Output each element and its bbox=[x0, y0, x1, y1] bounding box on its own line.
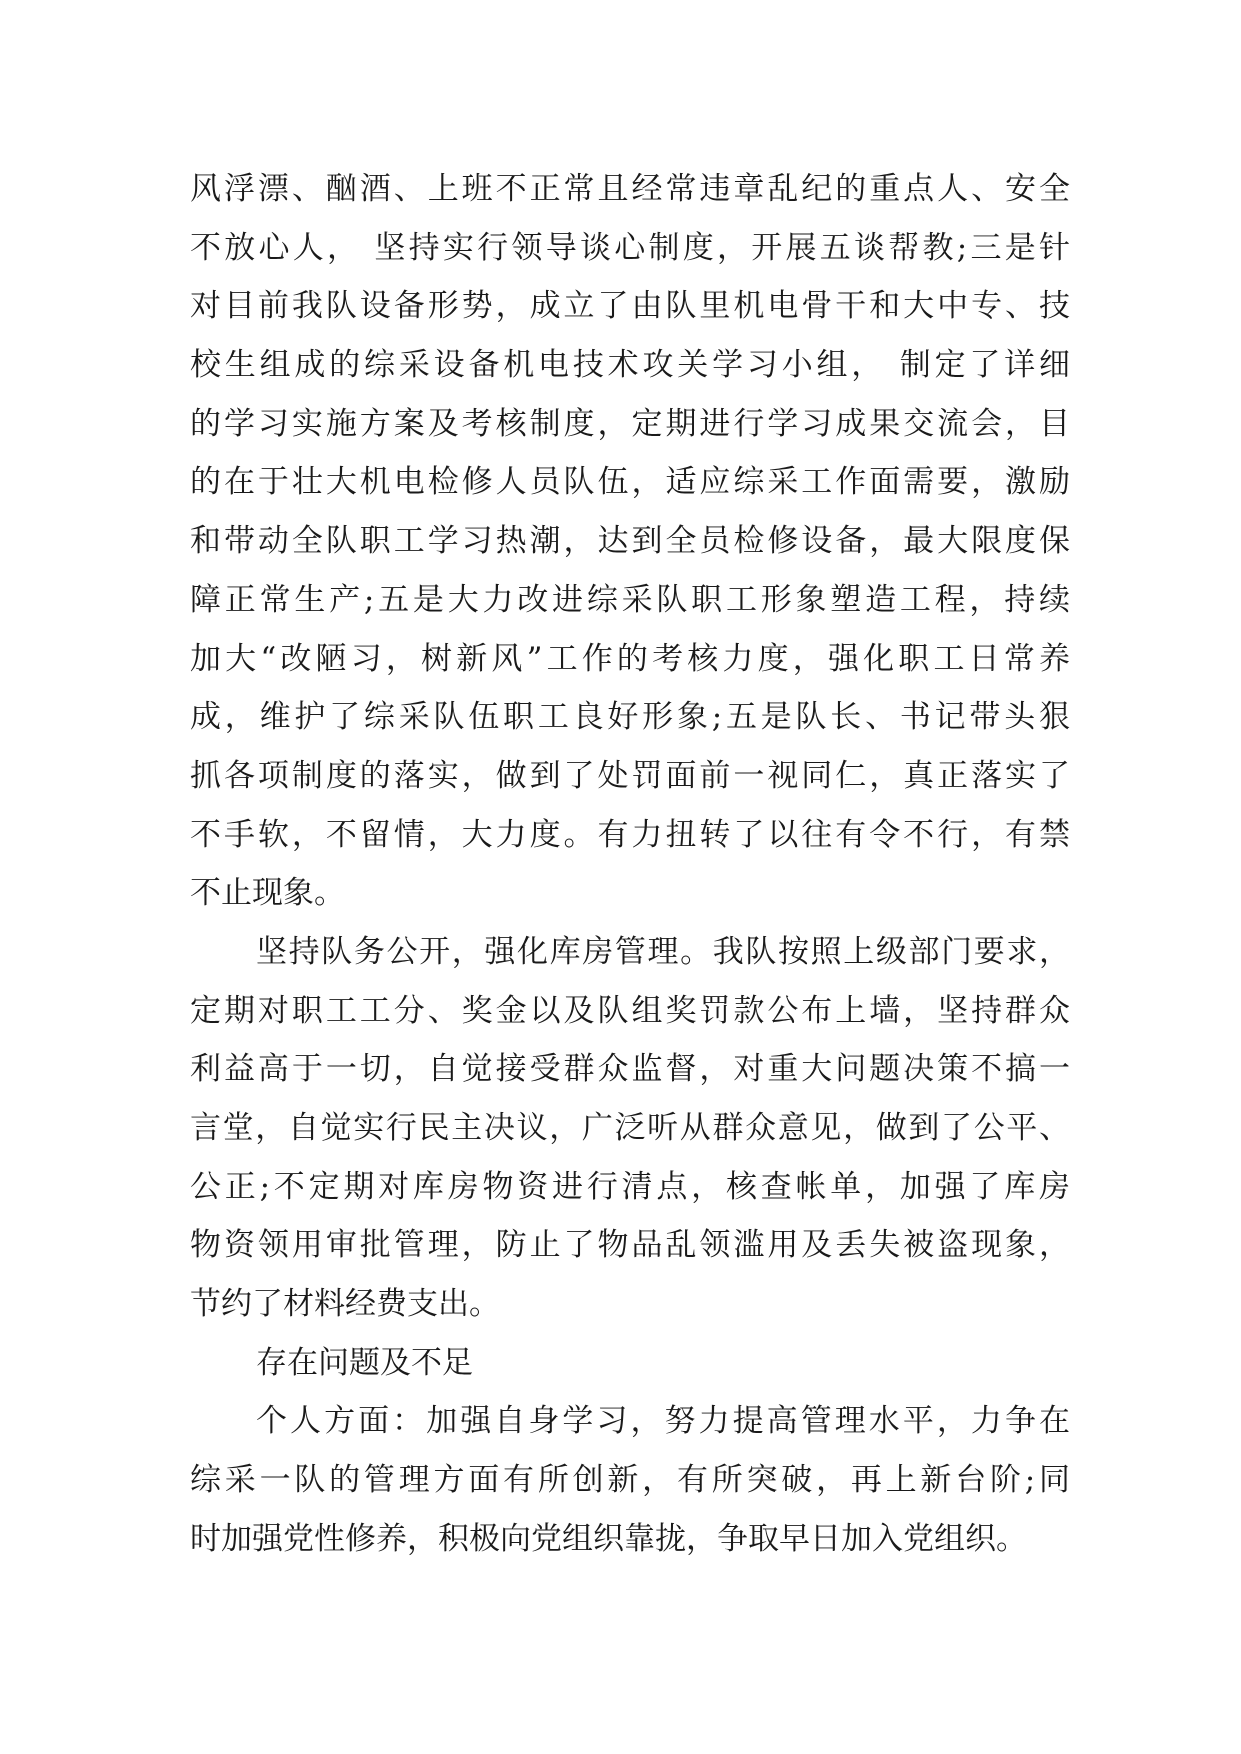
text-line: 校生组成的综采设备机电技术攻关学习小组， 制定了详细 bbox=[190, 347, 1070, 384]
text-line: 节约了材料经费支出。 bbox=[190, 1286, 500, 1323]
text-line: 综采一队的管理方面有所创新，有所突破，再上新台阶;同 bbox=[190, 1462, 1070, 1499]
text-line: 利益高于一切，自觉接受群众监督，对重大问题决策不搞一 bbox=[190, 1051, 1070, 1088]
text-line: 加大“改陋习，树新风”工作的考核力度，强化职工日常养 bbox=[190, 640, 1070, 677]
text-line: 的学习实施方案及考核制度，定期进行学习成果交流会，目 bbox=[190, 405, 1070, 442]
paragraph-first-line: 坚持队务公开，强化库房管理。我队按照上级部门要求， bbox=[256, 933, 1070, 970]
text-line: 成，维护了综采队伍职工良好形象;五是队长、书记带头狠 bbox=[190, 699, 1070, 736]
text-line: 风浮漂、酗酒、上班不正常且经常违章乱纪的重点人、安全 bbox=[190, 171, 1070, 207]
paragraph-first-line: 个人方面：加强自身学习，努力提高管理水平，力争在 bbox=[256, 1403, 1070, 1440]
text-line: 障正常生产;五是大力改进综采队职工形象塑造工程，持续 bbox=[190, 581, 1070, 618]
text-line: 定期对职工工分、奖金以及队组奖罚款公布上墙，坚持群众 bbox=[190, 992, 1070, 1029]
text-line: 不手软，不留情，大力度。有力扭转了以往有令不行，有禁 bbox=[190, 816, 1070, 853]
text-line: 公正;不定期对库房物资进行清点，核查帐单，加强了库房 bbox=[190, 1168, 1070, 1205]
text-line: 时加强党性修养，积极向党组织靠拢，争取早日加入党组织。 bbox=[190, 1520, 1027, 1557]
text-line: 言堂，自觉实行民主决议，广泛听从群众意见，做到了公平、 bbox=[190, 1110, 1070, 1146]
text-line: 对目前我队设备形势，成立了由队里机电骨干和大中专、技 bbox=[190, 288, 1070, 325]
text-line: 抓各项制度的落实，做到了处罚面前一视同仁，真正落实了 bbox=[190, 757, 1070, 794]
document-body bbox=[190, 160, 1070, 1569]
section-heading: 存在问题及不足 bbox=[256, 1344, 473, 1381]
text-line: 物资领用审批管理，防止了物品乱领滥用及丢失被盗现象， bbox=[190, 1227, 1070, 1264]
text-line: 不放心人， 坚持实行领导谈心制度，开展五谈帮教;三是针 bbox=[190, 229, 1070, 266]
text-line: 的在于壮大机电检修人员队伍，适应综采工作面需要，激励 bbox=[190, 464, 1070, 501]
text-line: 和带动全队职工学习热潮，达到全员检修设备，最大限度保 bbox=[190, 523, 1070, 560]
text-line: 不止现象。 bbox=[190, 875, 345, 912]
